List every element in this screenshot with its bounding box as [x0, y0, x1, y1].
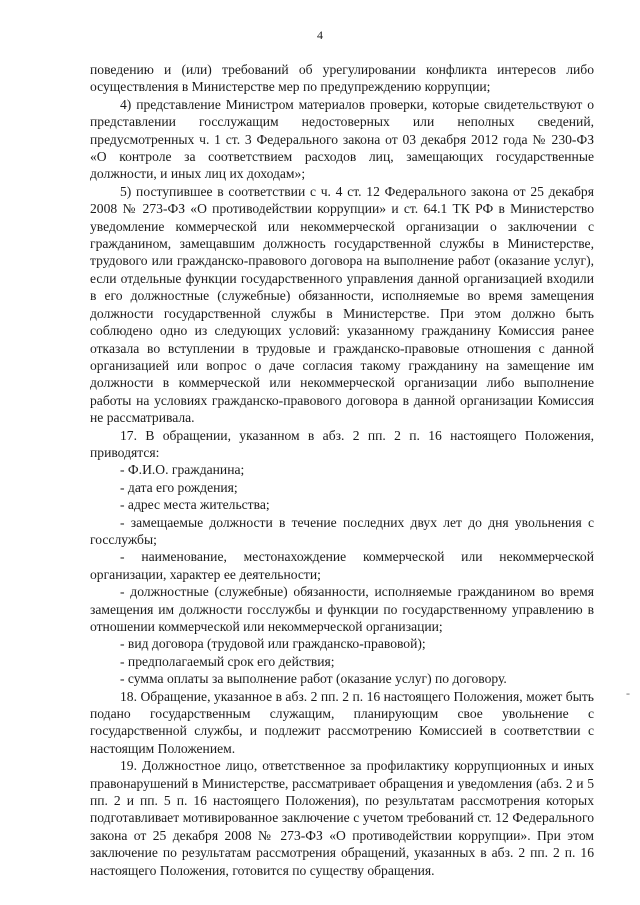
- list-item-organization: - наименование, местонахождение коммерческой или некоммерческой организации, характер ее деятельности;: [90, 549, 594, 582]
- paragraph-18: 18. Обращение, указанное в абз. 2 пп. 2 п. 16 настоящего Положения, может быть подано государственным служащим, планирующим свое увольнение с государственной службы, и подлежит рассмотрению Комиссией в соответствии с настоящим Положением.: [90, 688, 594, 756]
- paragraph-continuation: поведению и (или) требований об урегулировании конфликта интересов либо осуществления в Министерстве мер по предупреждению коррупции;: [90, 62, 594, 95]
- paragraph-17: 17. В обращении, указанном в абз. 2 пп. 2 п. 16 настоящего Положения, приводятся:: [90, 427, 594, 460]
- list-item-positions: - замещаемые должности в течение последних двух лет до дня увольнения с госслужбы;: [90, 514, 594, 547]
- list-item-contract-type: - вид договора (трудовой или гражданско-правовой);: [120, 636, 426, 652]
- document-body: [90, 61, 594, 879]
- list-item-name: - Ф.И.О. гражданина;: [120, 462, 245, 478]
- paragraph-item-5: 5) поступившее в соответствии с ч. 4 ст. 12 Федерального закона от 25 декабря 2008 № 273-ФЗ «О противодействии коррупции» и ст. 64.1 ТК РФ в Министерство уведомление коммерческой или некоммерческой организации о заключении с гражданином, замещавшим должность государственной службы в Министерстве, трудового или гражданско-правового договора на выполнение работ (оказание услуг), если отдельные функции государственного управления данной организацией входили в его должностные (служебные) обязанности, исполняемые во время замещения должности государственной службы в Министерстве. При этом должно быть соблюдено одно из следующих условий: указанному гражданину Комиссия ранее отказала во вступлении в трудовые и гражданско-правовые отношения с данной организацией или вопрос о даче согласия такому гражданину на замещение им должности в коммерческой или некоммерческой организации либо выполнение работы на условиях гражданско-правового договора в данной организации Комиссия не рассматривала.: [90, 183, 594, 426]
- paragraph-item-4: 4) представление Министром материалов проверки, которые свидетельствуют о представлении госслужащим недостоверных или неполных сведений, предусмотренных ч. 1 ст. 3 Федерального закона от 03 декабря 2012 года № 230-ФЗ «О контроле за соответствием расходов лиц, замещающих государственные должности, и иных лиц их доходам»;: [90, 96, 594, 182]
- margin-mark: -: [626, 686, 630, 700]
- paragraph-19: 19. Должностное лицо, ответственное за профилактику коррупционных и иных правонарушений в Министерстве, рассматривает обращения и уведомления (абз. 2 и 5 пп. 2 и пп. 5 п. 16 настоящего Положения), по результатам рассмотрения которых подготавливает мотивированное заключение с учетом требований ст. 12 Федерального закона от 25 декабря 2008 № 273-ФЗ «О противодействии коррупции». При этом заключение по результатам рассмотрения обращений, указанных в абз. 2 пп. 2 п. 16 настоящего Положения, готовится по существу обращения.: [90, 758, 594, 878]
- list-item-birthdate: - дата его рождения;: [120, 479, 238, 495]
- list-item-address: - адрес места жительства;: [120, 497, 270, 513]
- page-number: 4: [317, 28, 323, 42]
- list-item-term: - предполагаемый срок его действия;: [120, 653, 335, 669]
- list-item-payment: - сумма оплаты за выполнение работ (оказание услуг) по договору.: [120, 671, 507, 687]
- list-item-duties: - должностные (служебные) обязанности, исполняемые гражданином во время замещения им должности госслужбы и функции по государственному управлению в отношении коммерческой или некоммерческой организации;: [90, 584, 594, 634]
